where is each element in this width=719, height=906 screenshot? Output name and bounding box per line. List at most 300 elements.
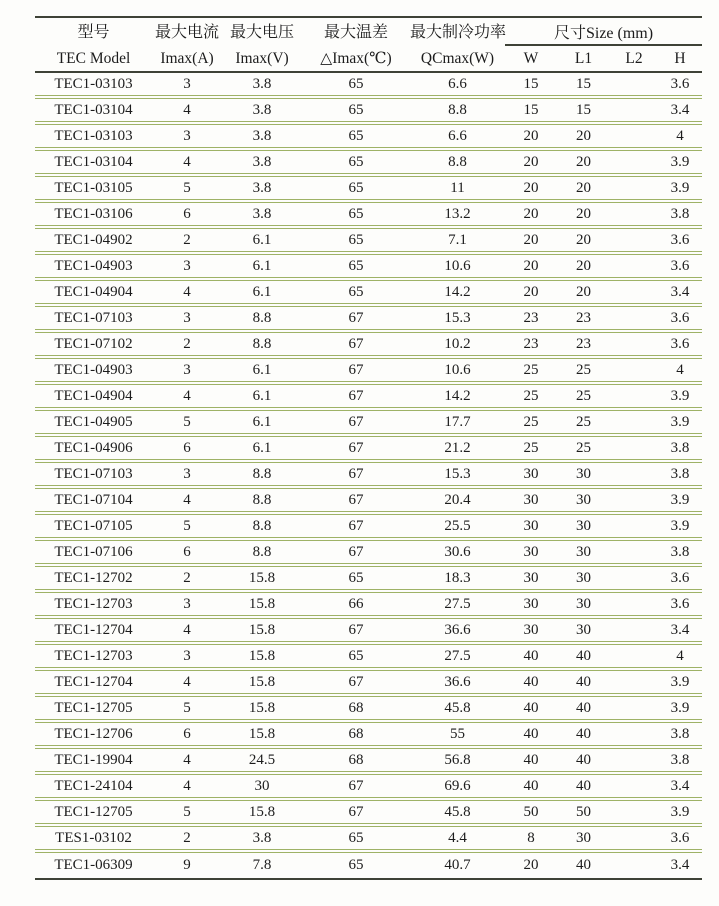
cell-l2 xyxy=(610,853,658,878)
cell-qcmax_w: 30.6 xyxy=(410,541,505,567)
cell-l1: 20 xyxy=(557,255,610,281)
table-row xyxy=(35,203,702,229)
cell-qcmax_w: 45.8 xyxy=(410,697,505,723)
cell-l2 xyxy=(610,515,658,541)
cell-h: 4 xyxy=(658,359,702,385)
cell-dtmax_c: 65 xyxy=(302,203,410,229)
cell-imax_a: 5 xyxy=(152,697,222,723)
cell-l2 xyxy=(610,229,658,255)
table-row xyxy=(35,463,702,489)
cell-l2 xyxy=(610,255,658,281)
cell-l1: 30 xyxy=(557,567,610,593)
cell-l2 xyxy=(610,99,658,125)
cell-l2 xyxy=(610,619,658,645)
cell-dtmax_c: 65 xyxy=(302,177,410,203)
cell-model: TEC1-12704 xyxy=(35,671,152,697)
cell-model: TEC1-12702 xyxy=(35,567,152,593)
cell-qcmax_w: 13.2 xyxy=(410,203,505,229)
cell-w: 30 xyxy=(505,515,557,541)
cell-h: 3.9 xyxy=(658,489,702,515)
cell-dtmax_c: 67 xyxy=(302,385,410,411)
cell-l2 xyxy=(610,177,658,203)
cell-l2 xyxy=(610,463,658,489)
cell-w: 30 xyxy=(505,463,557,489)
col-header-model-zh: 型号 xyxy=(77,23,110,41)
cell-qcmax_w: 10.6 xyxy=(410,359,505,385)
cell-w: 40 xyxy=(505,645,557,671)
col-header-voltage-zh: 最大电压 xyxy=(229,23,294,41)
cell-model: TEC1-24104 xyxy=(35,775,152,801)
table-row xyxy=(35,515,702,541)
cell-umax_v: 15.8 xyxy=(222,567,302,593)
table-body xyxy=(35,73,702,878)
cell-qcmax_w: 15.3 xyxy=(410,307,505,333)
cell-l1: 20 xyxy=(557,229,610,255)
cell-imax_a: 4 xyxy=(152,775,222,801)
cell-dtmax_c: 67 xyxy=(302,411,410,437)
cell-qcmax_w: 36.6 xyxy=(410,671,505,697)
col-header-power-en: QCmax(W) xyxy=(420,49,495,67)
cell-qcmax_w: 27.5 xyxy=(410,645,505,671)
cell-w: 23 xyxy=(505,307,557,333)
cell-dtmax_c: 65 xyxy=(302,151,410,177)
cell-umax_v: 3.8 xyxy=(222,827,302,853)
cell-model: TEC1-04903 xyxy=(35,255,152,281)
cell-qcmax_w: 55 xyxy=(410,723,505,749)
cell-dtmax_c: 67 xyxy=(302,801,410,827)
cell-dtmax_c: 67 xyxy=(302,463,410,489)
cell-model: TEC1-03104 xyxy=(35,99,152,125)
cell-umax_v: 15.8 xyxy=(222,723,302,749)
cell-l2 xyxy=(610,307,658,333)
cell-l1: 40 xyxy=(557,775,610,801)
table-row xyxy=(35,619,702,645)
header-row-main xyxy=(35,18,702,46)
cell-l2 xyxy=(610,749,658,775)
cell-h: 3.6 xyxy=(658,567,702,593)
table-row xyxy=(35,775,702,801)
cell-umax_v: 8.8 xyxy=(222,489,302,515)
col-header-size-group: 尺寸Size (mm) xyxy=(505,18,702,46)
cell-l1: 25 xyxy=(557,411,610,437)
cell-w: 15 xyxy=(505,73,557,99)
cell-h: 3.8 xyxy=(658,723,702,749)
cell-w: 20 xyxy=(505,151,557,177)
cell-umax_v: 6.1 xyxy=(222,411,302,437)
cell-h: 3.6 xyxy=(658,229,702,255)
cell-w: 30 xyxy=(505,619,557,645)
table-row xyxy=(35,437,702,463)
cell-l1: 40 xyxy=(557,749,610,775)
table-row xyxy=(35,541,702,567)
cell-l1: 20 xyxy=(557,203,610,229)
cell-l1: 40 xyxy=(557,723,610,749)
col-header-voltage xyxy=(222,18,302,73)
cell-l2 xyxy=(610,125,658,151)
cell-dtmax_c: 67 xyxy=(302,437,410,463)
table-row xyxy=(35,749,702,775)
cell-h: 3.8 xyxy=(658,463,702,489)
cell-dtmax_c: 67 xyxy=(302,359,410,385)
cell-h: 3.4 xyxy=(658,99,702,125)
cell-dtmax_c: 67 xyxy=(302,333,410,359)
cell-imax_a: 6 xyxy=(152,723,222,749)
cell-l2 xyxy=(610,645,658,671)
cell-l2 xyxy=(610,359,658,385)
cell-umax_v: 7.8 xyxy=(252,857,272,873)
cell-imax_a: 3 xyxy=(152,73,222,99)
cell-l1: 15 xyxy=(557,99,610,125)
cell-h: 3.4 xyxy=(658,775,702,801)
cell-umax_v: 8.8 xyxy=(222,463,302,489)
col-header-l2: L2 xyxy=(610,46,658,73)
cell-model: TEC1-04906 xyxy=(35,437,152,463)
cell-model: TEC1-04904 xyxy=(35,385,152,411)
cell-h: 3.6 xyxy=(658,73,702,99)
cell-l1: 30 xyxy=(557,619,610,645)
cell-w: 30 xyxy=(505,489,557,515)
cell-umax_v: 3.8 xyxy=(222,73,302,99)
cell-dtmax_c: 66 xyxy=(302,593,410,619)
col-header-w: W xyxy=(505,46,557,73)
cell-l1: 30 xyxy=(557,463,610,489)
cell-umax_v: 15.8 xyxy=(222,645,302,671)
cell-dtmax_c: 65 xyxy=(302,255,410,281)
cell-l2 xyxy=(610,541,658,567)
table-row xyxy=(35,801,702,827)
cell-imax_a: 6 xyxy=(152,203,222,229)
cell-l1: 40 xyxy=(557,645,610,671)
cell-w: 40 xyxy=(505,749,557,775)
cell-dtmax_c: 67 xyxy=(302,775,410,801)
cell-w: 20 xyxy=(505,229,557,255)
cell-umax_v: 8.8 xyxy=(222,307,302,333)
col-header-l1: L1 xyxy=(557,46,610,73)
cell-qcmax_w: 6.6 xyxy=(410,73,505,99)
table-row xyxy=(35,333,702,359)
table-row xyxy=(35,73,702,99)
table-row xyxy=(35,697,702,723)
cell-model: TEC1-19904 xyxy=(35,749,152,775)
cell-imax_a: 3 xyxy=(152,359,222,385)
cell-w: 30 xyxy=(505,593,557,619)
cell-umax_v: 3.8 xyxy=(222,99,302,125)
table-row xyxy=(35,125,702,151)
cell-l1: 50 xyxy=(557,801,610,827)
cell-l2 xyxy=(610,73,658,99)
cell-w: 25 xyxy=(505,437,557,463)
cell-imax_a: 3 xyxy=(152,125,222,151)
cell-dtmax_c: 65 xyxy=(302,281,410,307)
cell-umax_v: 8.8 xyxy=(222,541,302,567)
table-row xyxy=(35,177,702,203)
cell-w: 50 xyxy=(505,801,557,827)
col-header-h: H xyxy=(658,46,702,73)
cell-umax_v: 30 xyxy=(222,775,302,801)
cell-qcmax_w: 6.6 xyxy=(410,125,505,151)
cell-model: TEC1-03104 xyxy=(35,151,152,177)
cell-w: 40 xyxy=(505,697,557,723)
cell-l1: 15 xyxy=(557,73,610,99)
cell-l1: 20 xyxy=(557,125,610,151)
cell-qcmax_w: 11 xyxy=(410,177,505,203)
cell-umax_v: 15.8 xyxy=(222,697,302,723)
cell-imax_a: 6 xyxy=(152,437,222,463)
cell-dtmax_c: 65 xyxy=(348,857,364,873)
cell-l1: 30 xyxy=(557,827,610,853)
cell-l2 xyxy=(610,203,658,229)
cell-l1: 25 xyxy=(557,359,610,385)
cell-l2 xyxy=(610,151,658,177)
cell-model: TEC1-07106 xyxy=(35,541,152,567)
cell-dtmax_c: 68 xyxy=(302,697,410,723)
cell-l2 xyxy=(610,723,658,749)
cell-w: 20 xyxy=(505,255,557,281)
cell-model: TEC1-03105 xyxy=(35,177,152,203)
cell-umax_v: 8.8 xyxy=(222,515,302,541)
tec-spec-table xyxy=(35,16,702,880)
cell-h: 3.9 xyxy=(658,151,702,177)
cell-qcmax_w: 8.8 xyxy=(410,99,505,125)
cell-l2 xyxy=(610,385,658,411)
cell-umax_v: 8.8 xyxy=(222,333,302,359)
table-row xyxy=(35,255,702,281)
cell-h: 3.8 xyxy=(658,749,702,775)
cell-dtmax_c: 67 xyxy=(302,541,410,567)
cell-h: 3.9 xyxy=(658,801,702,827)
cell-qcmax_w: 10.6 xyxy=(410,255,505,281)
cell-h: 3.8 xyxy=(658,541,702,567)
cell-imax_a: 4 xyxy=(152,489,222,515)
cell-imax_a: 4 xyxy=(152,671,222,697)
cell-w: 40 xyxy=(505,671,557,697)
cell-model: TEC1-07105 xyxy=(35,515,152,541)
cell-model: TEC1-06309 xyxy=(54,857,133,873)
cell-umax_v: 6.1 xyxy=(222,255,302,281)
cell-w: 30 xyxy=(505,567,557,593)
cell-l2 xyxy=(610,567,658,593)
cell-h: 3.9 xyxy=(658,671,702,697)
table-row xyxy=(35,489,702,515)
cell-l1: 30 xyxy=(557,593,610,619)
cell-h: 3.6 xyxy=(658,307,702,333)
cell-h: 3.4 xyxy=(670,857,690,873)
cell-qcmax_w: 4.4 xyxy=(410,827,505,853)
cell-imax_a: 6 xyxy=(152,541,222,567)
col-header-power-zh: 最大制冷功率 xyxy=(410,23,507,41)
cell-model: TEC1-04902 xyxy=(35,229,152,255)
cell-imax_a: 5 xyxy=(152,177,222,203)
cell-h: 3.9 xyxy=(658,697,702,723)
cell-imax_a: 4 xyxy=(152,749,222,775)
cell-umax_v: 24.5 xyxy=(222,749,302,775)
cell-h: 3.8 xyxy=(658,437,702,463)
cell-imax_a: 3 xyxy=(152,463,222,489)
table-row xyxy=(35,853,702,878)
col-header-current-en: Imax(A) xyxy=(160,49,214,67)
cell-h: 3.4 xyxy=(658,619,702,645)
cell-umax_v: 15.8 xyxy=(222,593,302,619)
cell-model: TEC1-03106 xyxy=(35,203,152,229)
cell-imax_a: 2 xyxy=(152,229,222,255)
cell-qcmax_w: 45.8 xyxy=(410,801,505,827)
cell-l2 xyxy=(610,437,658,463)
cell-l1: 23 xyxy=(557,333,610,359)
cell-l1: 20 xyxy=(557,151,610,177)
cell-qcmax_w: 27.5 xyxy=(410,593,505,619)
cell-w: 20 xyxy=(523,857,539,873)
cell-dtmax_c: 65 xyxy=(302,827,410,853)
cell-umax_v: 3.8 xyxy=(222,177,302,203)
cell-w: 40 xyxy=(505,723,557,749)
cell-w: 20 xyxy=(505,177,557,203)
cell-imax_a: 3 xyxy=(152,307,222,333)
cell-model: TEC1-04904 xyxy=(35,281,152,307)
cell-l2 xyxy=(610,333,658,359)
cell-dtmax_c: 65 xyxy=(302,229,410,255)
cell-l2 xyxy=(610,411,658,437)
cell-imax_a: 4 xyxy=(152,281,222,307)
col-header-current-zh: 最大电流 xyxy=(154,23,219,41)
cell-umax_v: 3.8 xyxy=(222,203,302,229)
cell-dtmax_c: 67 xyxy=(302,489,410,515)
cell-h: 3.9 xyxy=(658,515,702,541)
cell-model: TEC1-03103 xyxy=(35,125,152,151)
cell-imax_a: 3 xyxy=(152,645,222,671)
cell-qcmax_w: 14.2 xyxy=(410,385,505,411)
cell-dtmax_c: 67 xyxy=(302,515,410,541)
cell-dtmax_c: 67 xyxy=(302,671,410,697)
col-header-power xyxy=(410,18,505,73)
cell-umax_v: 15.8 xyxy=(222,801,302,827)
cell-imax_a: 4 xyxy=(152,151,222,177)
cell-imax_a: 3 xyxy=(152,593,222,619)
cell-l2 xyxy=(610,489,658,515)
table-row xyxy=(35,411,702,437)
cell-l1: 40 xyxy=(557,671,610,697)
cell-l1: 25 xyxy=(557,437,610,463)
cell-w: 8 xyxy=(505,827,557,853)
cell-imax_a: 2 xyxy=(152,827,222,853)
table-row xyxy=(35,99,702,125)
cell-w: 30 xyxy=(505,541,557,567)
cell-imax_a: 4 xyxy=(152,385,222,411)
cell-dtmax_c: 65 xyxy=(302,567,410,593)
cell-w: 25 xyxy=(505,385,557,411)
cell-qcmax_w: 7.1 xyxy=(410,229,505,255)
cell-qcmax_w: 8.8 xyxy=(410,151,505,177)
cell-w: 20 xyxy=(505,203,557,229)
cell-umax_v: 3.8 xyxy=(222,125,302,151)
cell-model: TEC1-12703 xyxy=(35,645,152,671)
cell-model: TEC1-04903 xyxy=(35,359,152,385)
cell-l2 xyxy=(610,775,658,801)
cell-imax_a: 5 xyxy=(152,801,222,827)
cell-model: TEC1-07102 xyxy=(35,333,152,359)
cell-umax_v: 15.8 xyxy=(222,619,302,645)
table-row xyxy=(35,671,702,697)
cell-w: 15 xyxy=(505,99,557,125)
cell-model: TEC1-07103 xyxy=(35,463,152,489)
cell-h: 4 xyxy=(658,645,702,671)
cell-model: TEC1-07104 xyxy=(35,489,152,515)
cell-dtmax_c: 68 xyxy=(302,749,410,775)
cell-l1: 40 xyxy=(576,857,591,873)
cell-imax_a: 9 xyxy=(183,857,191,873)
cell-umax_v: 6.1 xyxy=(222,229,302,255)
cell-qcmax_w: 36.6 xyxy=(410,619,505,645)
cell-dtmax_c: 65 xyxy=(302,645,410,671)
cell-qcmax_w: 21.2 xyxy=(410,437,505,463)
table-row xyxy=(35,359,702,385)
col-header-model-en: TEC Model xyxy=(56,49,131,67)
cell-umax_v: 6.1 xyxy=(222,385,302,411)
cell-h: 3.6 xyxy=(658,827,702,853)
cell-dtmax_c: 65 xyxy=(302,125,410,151)
cell-l1: 30 xyxy=(557,541,610,567)
cell-imax_a: 5 xyxy=(152,411,222,437)
cell-l1: 20 xyxy=(557,177,610,203)
col-header-temp-en: △Imax(℃) xyxy=(320,49,392,67)
cell-l1: 30 xyxy=(557,515,610,541)
table-row xyxy=(35,645,702,671)
cell-dtmax_c: 67 xyxy=(302,619,410,645)
cell-model: TEC1-12706 xyxy=(35,723,152,749)
cell-w: 20 xyxy=(505,125,557,151)
cell-imax_a: 5 xyxy=(152,515,222,541)
cell-imax_a: 2 xyxy=(152,333,222,359)
cell-l1: 25 xyxy=(557,385,610,411)
cell-model: TEC1-12705 xyxy=(35,697,152,723)
cell-model: TEC1-12704 xyxy=(35,619,152,645)
cell-qcmax_w: 14.2 xyxy=(410,281,505,307)
cell-l2 xyxy=(610,281,658,307)
cell-w: 25 xyxy=(505,359,557,385)
table-row xyxy=(35,723,702,749)
cell-h: 3.8 xyxy=(658,203,702,229)
cell-dtmax_c: 67 xyxy=(302,307,410,333)
cell-w: 23 xyxy=(505,333,557,359)
col-header-temp xyxy=(302,18,410,73)
cell-h: 3.9 xyxy=(658,177,702,203)
cell-qcmax_w: 69.6 xyxy=(410,775,505,801)
cell-l2 xyxy=(610,827,658,853)
cell-umax_v: 6.1 xyxy=(222,359,302,385)
cell-l1: 40 xyxy=(557,697,610,723)
col-header-current xyxy=(152,18,222,73)
cell-imax_a: 2 xyxy=(152,567,222,593)
cell-qcmax_w: 20.4 xyxy=(410,489,505,515)
cell-model: TES1-03102 xyxy=(35,827,152,853)
cell-l1: 20 xyxy=(557,281,610,307)
table-row xyxy=(35,567,702,593)
cell-umax_v: 15.8 xyxy=(222,671,302,697)
col-header-voltage-en: Imax(V) xyxy=(235,49,289,67)
col-header-temp-zh: 最大温差 xyxy=(323,23,388,41)
table-row xyxy=(35,385,702,411)
cell-qcmax_w: 25.5 xyxy=(410,515,505,541)
cell-l2 xyxy=(610,593,658,619)
cell-qcmax_w: 17.7 xyxy=(410,411,505,437)
cell-w: 20 xyxy=(505,281,557,307)
cell-w: 25 xyxy=(505,411,557,437)
cell-umax_v: 6.1 xyxy=(222,281,302,307)
cell-h: 3.9 xyxy=(658,385,702,411)
cell-qcmax_w: 18.3 xyxy=(410,567,505,593)
cell-l2 xyxy=(610,801,658,827)
cell-l2 xyxy=(610,697,658,723)
cell-model: TEC1-07103 xyxy=(35,307,152,333)
